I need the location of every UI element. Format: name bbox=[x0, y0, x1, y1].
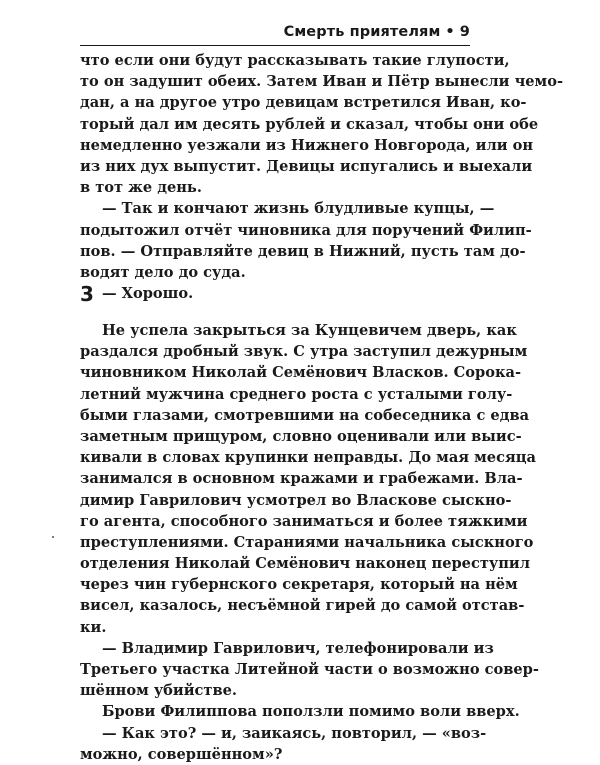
text-line: ки. bbox=[80, 618, 107, 636]
text-line: го агента, способного заниматься и более тяжкими bbox=[80, 512, 528, 530]
chapter-number: 3 bbox=[80, 282, 94, 306]
running-header-separator: • bbox=[445, 24, 455, 40]
text-line: раздался дробный звук. С утра заступил дежурным bbox=[80, 343, 528, 361]
text-line: из них дух выпустит. Девицы испугались и выехали bbox=[80, 157, 533, 175]
text-line: дан, а на другое утро девицам встретился Иван, ко- bbox=[80, 94, 527, 112]
page-number: 9 bbox=[459, 24, 470, 40]
text-line: в тот же день. bbox=[80, 179, 202, 197]
text-line: водят дело до суда. bbox=[80, 263, 246, 281]
text-line: подытожил отчёт чиновника для поручений Филип- bbox=[80, 221, 532, 239]
paragraph bbox=[80, 638, 539, 702]
running-header-title: Смерть приятелям bbox=[283, 24, 441, 40]
text-line: димир Гаврилович усмотрел во Власкове сыскно- bbox=[80, 491, 512, 509]
text-line: заметным прищуром, словно оценивали или выис- bbox=[80, 427, 522, 445]
paragraph bbox=[80, 723, 487, 765]
text-line: — Хорошо. bbox=[102, 285, 194, 303]
text-line: Брови Филиппова поползли помимо воли вверх. bbox=[102, 703, 520, 721]
text-line: что если они будут рассказывать такие глупости, bbox=[80, 52, 510, 69]
text-line: можно, совершённом»? bbox=[80, 745, 283, 763]
text-line: — Как это? — и, заикаясь, повторил, — «воз- bbox=[102, 724, 487, 742]
text-block-bottom bbox=[80, 320, 539, 765]
text-line: Не успела закрыться за Кунцевичем дверь, как bbox=[102, 322, 517, 339]
text-block-top bbox=[80, 50, 564, 304]
text-line: Третьего участка Литейной части о возможно совер- bbox=[80, 661, 539, 678]
text-line: быми глазами, смотревшими на собеседника с едва bbox=[80, 406, 530, 424]
text-line: кивали в словах крупинки неправды. До мая месяца bbox=[80, 449, 536, 467]
text-line: чиновником Николай Семёнович Власков. Сорока- bbox=[80, 364, 522, 382]
paragraph bbox=[80, 198, 532, 283]
text-line: летний мужчина среднего роста с усталыми голу- bbox=[80, 385, 513, 403]
text-line: — Владимир Гаврилович, телефонировали из bbox=[102, 639, 494, 657]
text-line: висел, казалось, несъёмной гирей до самой отстав- bbox=[80, 597, 525, 615]
text-line: пов. — Отправляйте девиц в Нижний, пусть там до- bbox=[80, 242, 526, 260]
paragraph bbox=[80, 701, 520, 722]
text-line: преступлениями. Стараниями начальника сыскного bbox=[80, 533, 534, 551]
text-line: то он задушит обеих. Затем Иван и Пётр вынесли чемо- bbox=[80, 73, 564, 91]
text-line: занимался в основном кражами и грабежами. Вла- bbox=[80, 470, 523, 488]
text-line: — Так и кончают жизнь блудливые купцы, — bbox=[102, 200, 495, 218]
text-line: торый дал им десять рублей и сказал, чтобы они обе bbox=[80, 115, 539, 133]
header-rule bbox=[80, 45, 470, 46]
paragraph bbox=[80, 320, 536, 638]
text-line: шённом убийстве. bbox=[80, 682, 237, 700]
paragraph bbox=[80, 50, 564, 198]
running-header bbox=[80, 18, 470, 46]
text-line: немедленно уезжали из Нижнего Новгорода, или он bbox=[80, 136, 534, 154]
text-line: отделения Николай Семёнович наконец переступил bbox=[80, 555, 531, 573]
paragraph bbox=[80, 283, 470, 304]
scan-speck bbox=[52, 536, 54, 538]
text-line: через чин губернского секретаря, который на нём bbox=[80, 576, 518, 594]
